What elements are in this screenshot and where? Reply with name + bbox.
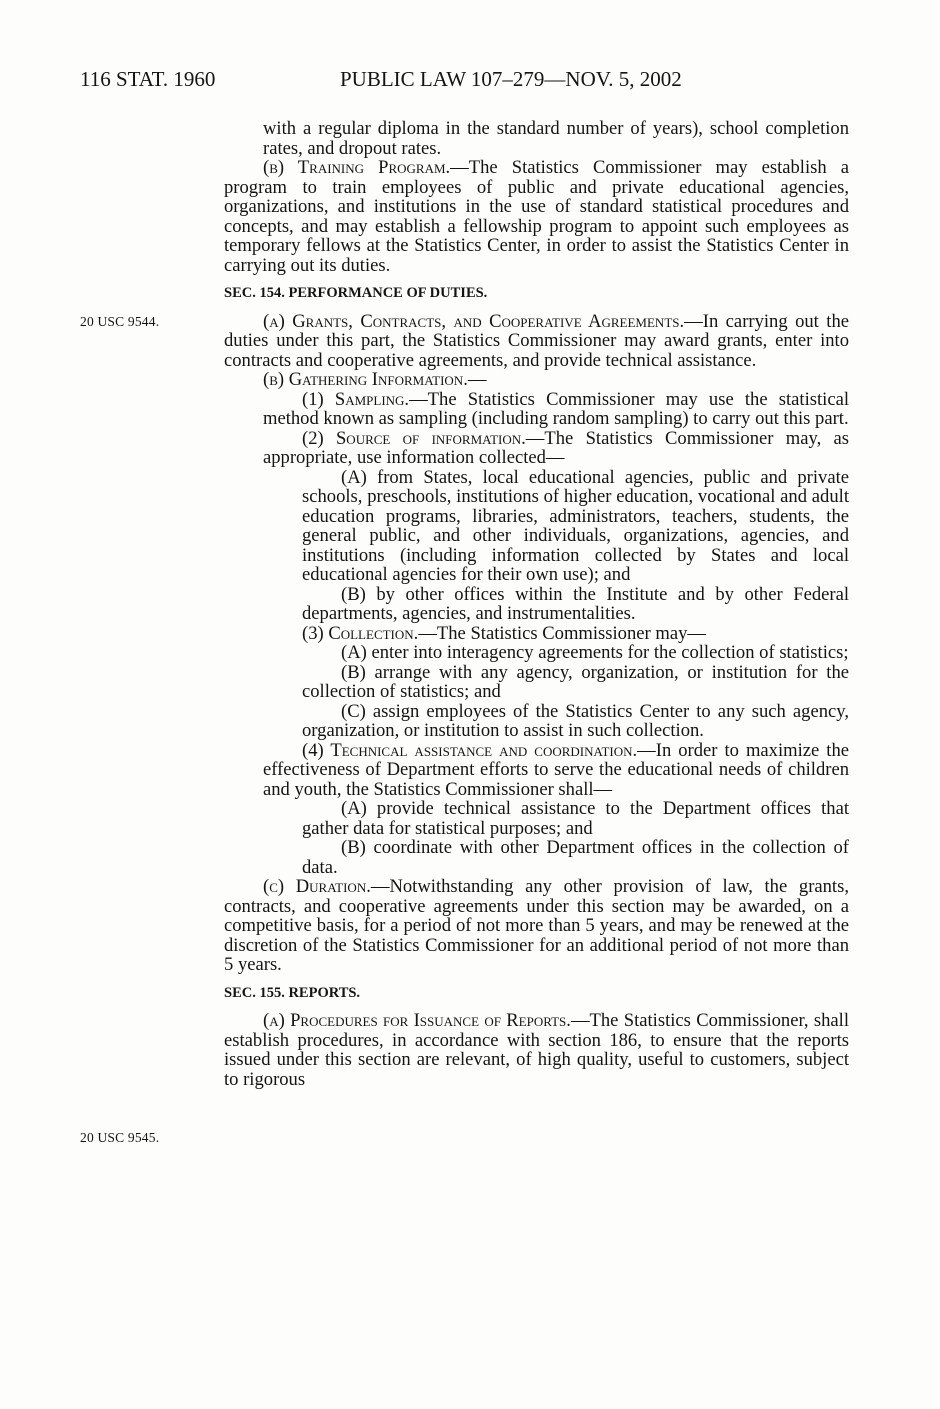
text-gathering-information: —	[467, 369, 487, 390]
paragraph-diploma-continuation: with a regular diploma in the standard number of years), school completion rates, and dropout rates.	[263, 118, 849, 159]
text-training-program: —The Statistics Commissioner may establish a program to train employees of public and private educational agencies, organizations, and institutions in the use of standard statistical procedures and concepts, and may establish a fellowship program to appoint such employees as temporary fellows at the Statistics Center, in order to assist the Statistics Center in carrying out its duties.	[224, 157, 849, 276]
heading-sampling: (1) Sampling.	[302, 388, 410, 410]
margin-note-9544: 20 USC 9544.	[80, 314, 160, 329]
paragraph-duration	[224, 877, 849, 975]
paragraph-grants-contracts	[224, 312, 849, 371]
paragraph-technical-B: (B) coordinate with other Department offices in the collection of data.	[302, 837, 849, 878]
text-sampling: —The Statistics Commissioner may use the statistical method known as sampling (including random sampling) to carry out this part.	[263, 388, 849, 429]
public-law-citation: PUBLIC LAW 107–279—NOV. 5, 2002	[340, 67, 682, 91]
heading-grants-contracts: (a) Grants, Contracts, and Cooperative Agreements.	[263, 310, 685, 332]
section-155-heading: SEC. 155. REPORTS.	[224, 984, 361, 1001]
text-duration: —Notwithstanding any other provision of law, the grants, contracts, and cooperative agreements under this section may be awarded, on a competitive basis, for a period of not more than 5 years, and may be renewed at the discretion of the Statistics Commissioner for an additional period of not more than 5 years.	[224, 876, 849, 975]
body-text	[224, 119, 849, 1089]
paragraph-collection-A: (A) enter into interagency agreements for the collection of statistics;	[341, 642, 849, 663]
heading-duration: (c) Duration.	[263, 876, 371, 897]
paragraph-procedures-reports	[224, 1011, 849, 1089]
stat-page-number: 116 STAT. 1960	[80, 67, 216, 91]
paragraph-technical-A: (A) provide technical assistance to the Department offices that gather data for statistical purposes; and	[302, 798, 849, 839]
heading-procedures-reports: (a) Procedures for Issuance of Reports.	[263, 1010, 571, 1031]
paragraph-source-A: (A) from States, local educational agencies, public and private schools, preschools, institutions of higher education, vocational and adult education programs, libraries, administrators, teachers, students, the general public, and other individuals, organizations, agencies, and institutions (including information collected by States and local educational agencies for their own use); and	[302, 466, 849, 585]
section-154-heading: SEC. 154. PERFORMANCE OF DUTIES.	[224, 285, 488, 301]
paragraph-collection	[224, 624, 849, 644]
heading-source-of-information: (2) Source of information.	[302, 427, 526, 449]
text-collection: —The Statistics Commissioner may—	[418, 622, 706, 644]
paragraph-source-B: (B) by other offices within the Institute and by other Federal departments, agencies, and instrumentalities.	[302, 583, 849, 624]
heading-technical-assistance: (4) Technical assistance and coordination.	[302, 739, 638, 761]
paragraph-training-program	[224, 158, 849, 275]
heading-collection: (3) Collection.	[302, 622, 419, 644]
text-technical-assistance: —In order to maximize the effectiveness of Department efforts to serve the educational needs of children and youth, the Statistics Commissioner shall—	[263, 739, 849, 800]
text-procedures-reports: —The Statistics Commissioner, shall establish procedures, in accordance with section 186, to ensure that the reports issued under this section are relevant, of high quality, useful to customers, subject to rigorous	[224, 1010, 849, 1090]
page-header	[0, 67, 940, 97]
paragraph-technical-assistance	[224, 741, 849, 800]
text-grants-contracts: —In carrying out the duties under this part, the Statistics Commissioner may award grants, enter into contracts and cooperative agreements, and provide technical assistance.	[224, 310, 849, 371]
paragraph-collection-C: (C) assign employees of the Statistics Center to any such agency, organization, or institution to assist in such collection.	[302, 700, 849, 741]
paragraph-gathering-information	[224, 370, 849, 390]
paragraph-sampling	[224, 390, 849, 429]
paragraph-source-of-information	[224, 429, 849, 468]
margin-note-9545: 20 USC 9545.	[80, 1130, 160, 1145]
paragraph-collection-B: (B) arrange with any agency, organization, or institution for the collection of statistics; and	[302, 661, 849, 702]
heading-gathering-information: (b) Gathering Information.	[263, 369, 468, 390]
heading-training-program: (b) Training Program.	[263, 157, 451, 178]
text-source-of-information: —The Statistics Commissioner may, as appropriate, use information collected—	[263, 427, 849, 468]
